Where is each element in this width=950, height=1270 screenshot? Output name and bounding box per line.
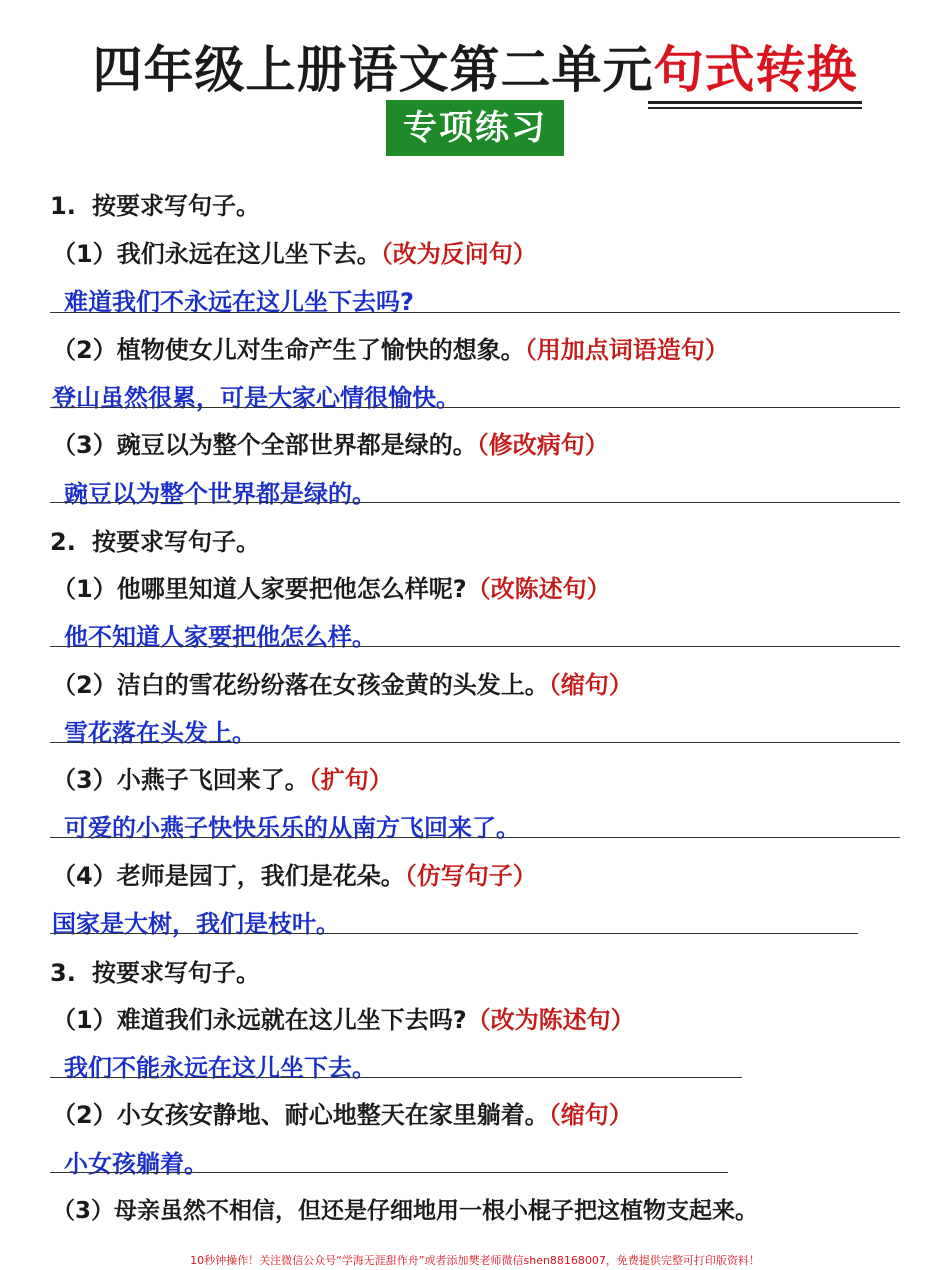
title-main: 四年级上册语文第二单元 [92,41,654,99]
answer-1-1: 难道我们不永远在这儿坐下去吗? [64,288,414,316]
requirement: （缩句） [548,1101,633,1129]
requirement: （用加点词语造句） [524,336,729,364]
question-2-2: （2）洁白的雪花纷纷落在女孩金黄的头发上。（缩句） [52,671,633,699]
answer-2-2: 雪花落在头发上。 [64,719,256,747]
answer-line [50,502,900,503]
requirement: （仿写句子） [404,862,537,890]
topic-badge: 专项练习 [386,100,564,156]
question-3-3: （3）母亲虽然不相信，但还是仔细地用一根小棍子把这植物支起来。 [52,1198,759,1224]
answer-3-1: 我们不能永远在这儿坐下去。 [64,1054,376,1082]
footer-notice: 10秒钟操作！关注微信公众号“学海无涯甜作舟”或者添加樊老师微信shen88168007，免费提供完整可打印版资料！ [190,1254,760,1267]
question-1-3: （3）豌豆以为整个全部世界都是绿的。（修改病句） [52,431,609,459]
answer-line [50,646,900,647]
answer-line [50,933,858,934]
requirement: （改为反问句） [380,240,537,268]
answer-line [50,312,900,313]
requirement: （修改病句） [476,431,609,459]
title-highlight: 句式转换 [653,41,858,99]
answer-line [50,1172,728,1173]
requirement: （改为陈述句） [466,1006,635,1034]
question-1-2: （2）植物使女儿对生命产生了愉快的想象。（用加点词语造句） [52,336,729,364]
requirement: （扩句） [308,766,393,794]
answer-2-4: 国家是大树，我们是枝叶。 [52,910,340,938]
question-3-2: （2）小女孩安静地、耐心地整天在家里躺着。（缩句） [52,1101,633,1129]
answer-line [50,407,900,408]
question-2-1: （1）他哪里知道人家要把他怎么样呢?（改陈述句） [52,575,611,603]
section-3-heading: 3. 按要求写句子。 [50,959,260,987]
question-1-1: （1）我们永远在这儿坐下去。（改为反问句） [52,240,537,268]
question-3-1: （1）难道我们永远就在这儿坐下去吗?（改为陈述句） [52,1006,635,1034]
requirement: （缩句） [548,671,633,699]
requirement: （改陈述句） [466,575,611,603]
page-title [0,30,950,102]
answer-1-3: 豌豆以为整个世界都是绿的。 [64,480,376,508]
answer-2-1: 他不知道人家要把他怎么样。 [64,623,376,651]
question-2-3: （3）小燕子飞回来了。（扩句） [52,766,393,794]
answer-line [50,1077,742,1078]
section-2-heading: 2. 按要求写句子。 [50,528,260,556]
answer-line [50,742,900,743]
answer-2-3: 可爱的小燕子快快乐乐的从南方飞回来了。 [64,814,520,842]
answer-line [50,837,900,838]
section-1-heading: 1. 按要求写句子。 [50,192,260,220]
answer-3-2: 小女孩躺着。 [64,1150,208,1178]
question-2-4: （4）老师是园丁，我们是花朵。（仿写句子） [52,862,537,890]
answer-1-2: 登山虽然很累，可是大家心情很愉快。 [52,384,460,412]
